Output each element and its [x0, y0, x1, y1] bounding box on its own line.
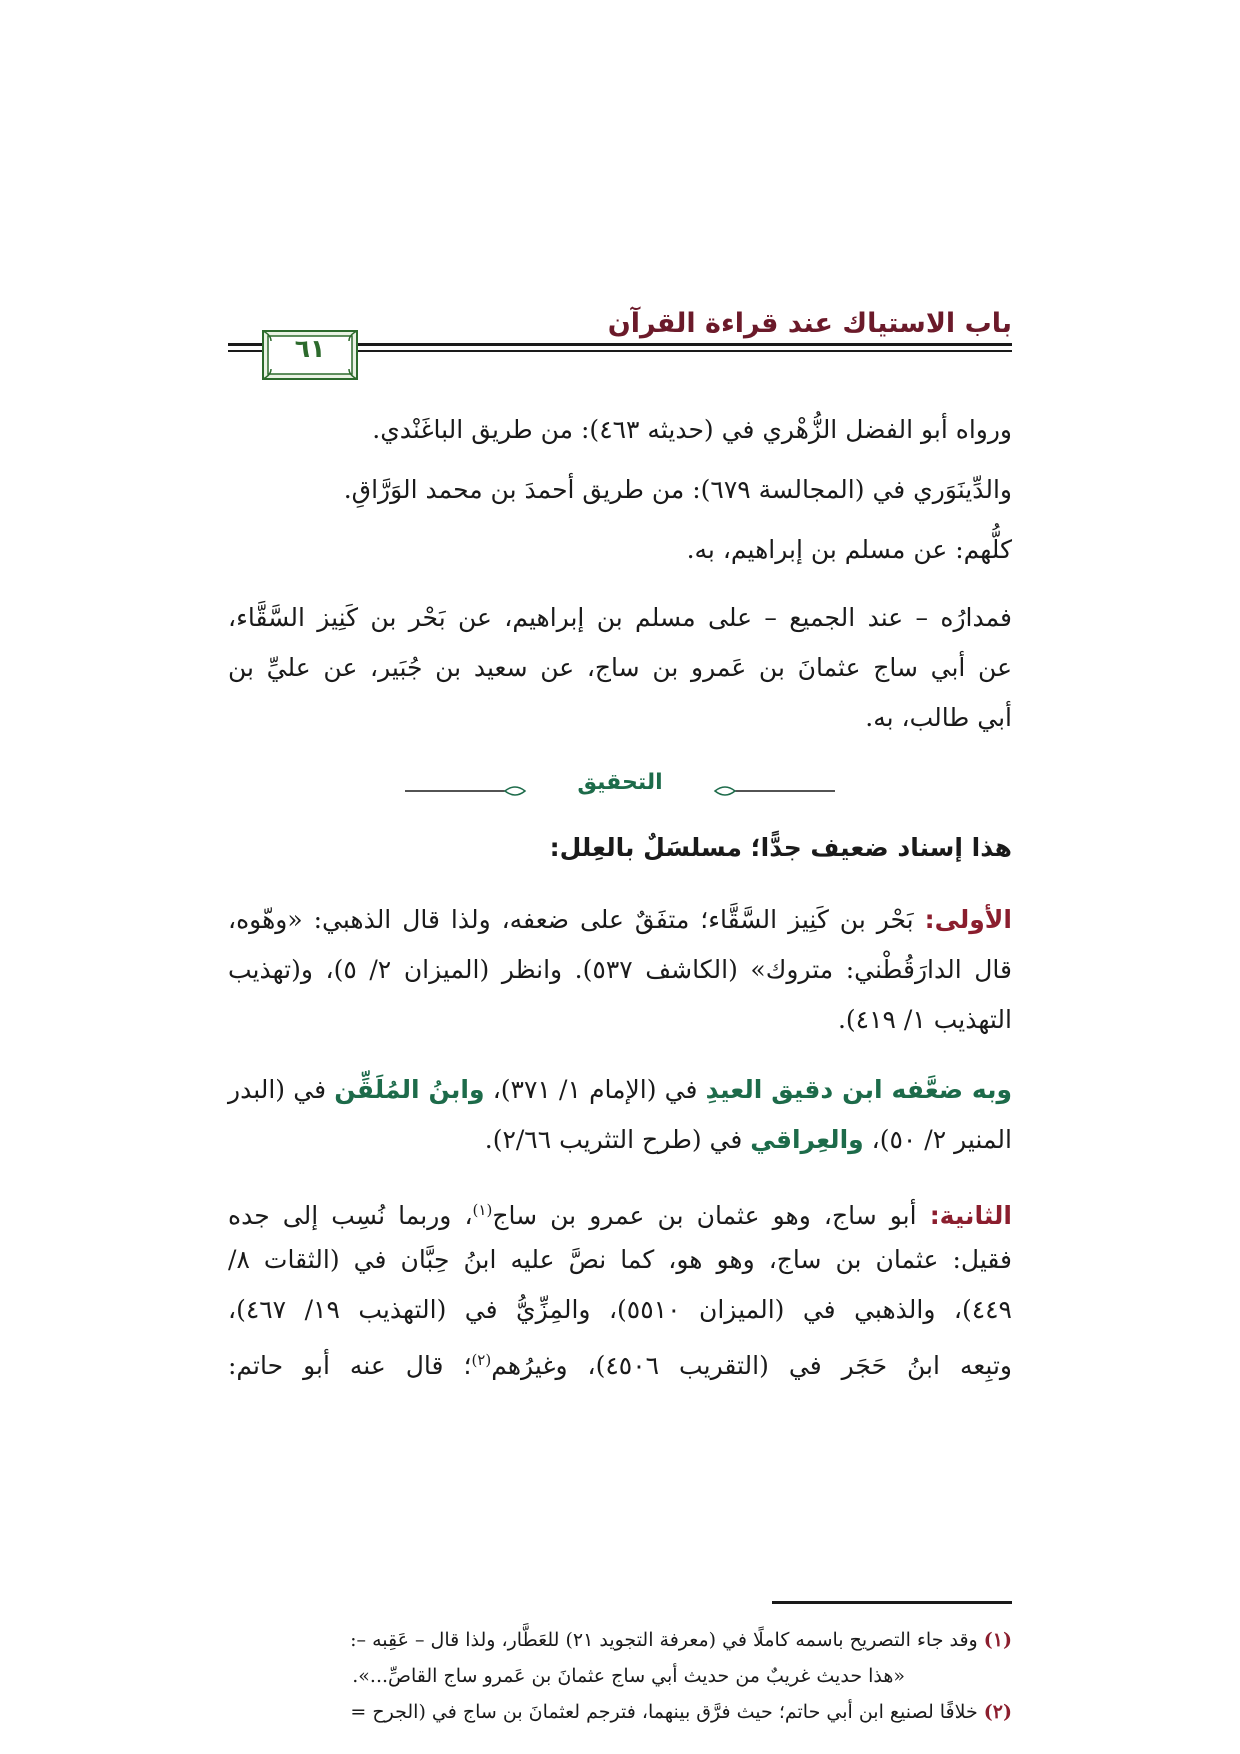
header-rule-right-thin: [358, 350, 1012, 352]
weakened-text-2: في (البدر: [228, 1075, 335, 1104]
running-header-title: باب الاستياك عند قراءة القرآن: [607, 308, 1012, 339]
footnote-1-number: (١): [983, 1629, 1012, 1651]
body-line-3: كلُّهم: عن مسلم بن إبراهيم، به.: [686, 535, 1012, 564]
issue-one-line-3: التهذيب ١/ ٤١٩).: [837, 1005, 1012, 1034]
scholar-name-2: وابنُ المُلَقِّن: [334, 1075, 485, 1104]
weakened-line-1: [228, 1070, 1012, 1110]
issue-two-text-1: أبو ساج، وهو عثمان بن عمرو بن ساج: [492, 1201, 917, 1230]
page-number: ٦١: [294, 334, 326, 363]
issue-one-text-1: بَحْر بن كَنِيز السَّقَّاء؛ متفَقٌ على ضعفه، ولذا قال الذهبي: «وهّوه،: [228, 905, 914, 934]
issue-one-label: الأولى:: [924, 905, 1012, 934]
weakened-line-2: [485, 1120, 1012, 1160]
issue-one-line-2: قال الدارَقُطْني: متروك» (الكاشف ٥٣٧). وانظر (الميزان ٢/ ٥)، و(تهذيب: [228, 955, 1012, 984]
issue-two-line-2: فقيل: عثمان بن ساج، وهو هو، كما نصَّ عليه ابنُ حِبَّان في (الثقات ٨/: [228, 1245, 1012, 1274]
issue-two-label: الثانية:: [929, 1201, 1012, 1230]
footnote-2-number: (٢): [983, 1701, 1012, 1723]
body-line-4: فمدارُه – عند الجميع – على مسلم بن إبراهيم، عن بَحْر بن كَنِيز السَّقَّاء،: [228, 603, 1012, 632]
body-line-5: عن أبي ساج عثمانَ بن عَمرو بن ساج، عن سعيد بن جُبَير، عن عليِّ بن: [228, 653, 1012, 682]
header-rule-right: [358, 343, 1012, 346]
scholar-name-3: والعِراقي: [750, 1125, 864, 1154]
footnote-ref-1[interactable]: (١): [472, 1201, 493, 1219]
weakened-text-1: في (الإمام ١/ ٣٧١)،: [484, 1075, 706, 1104]
body-line-1: ورواه أبو الفضل الزُّهْري في (حديثه ٤٦٣): من طريق الباغَنْدي.: [372, 415, 1012, 444]
footnote-ref-2[interactable]: (٢): [471, 1351, 492, 1369]
footnote-1-line-2: «هذا حديث غريبٌ من حديث أبي ساج عثمانَ بن عَمرو ساج القاصِّ...».: [352, 1665, 905, 1687]
header-rule-left: [228, 343, 262, 346]
footnote-separator: [772, 1601, 1012, 1604]
issue-two-text-4b: ؛ قال عنه أبو حاتم:: [228, 1351, 472, 1380]
footnote-2-text-1: خلافًا لصنيع ابن أبي حاتم؛ حيث فرَّق بينهما، فترجم لعثمانَ بن ساج في (الجرح =: [350, 1701, 978, 1723]
body-line-2: والدِّينَوَري في (المجالسة ٦٧٩): من طريق أحمدَ بن محمد الوَرَّاقِ.: [343, 475, 1012, 504]
issue-two-text-4: وتبِعه ابنُ حَجَر في (التقريب ٤٥٠٦)، وغيرُهم: [491, 1351, 1012, 1380]
issue-two-line-1: [228, 1190, 1012, 1236]
issue-two-text-1b: ، وربما نُسِب إلى جده: [228, 1201, 473, 1230]
body-line-6: أبي طالب، به.: [865, 703, 1012, 732]
issue-one-line-1: [228, 900, 1012, 940]
section-title: التحقيق: [577, 770, 663, 795]
issue-two-line-4: [228, 1340, 1012, 1386]
weakened-text-4: في (طرح التثريب ٢/٦٦).: [484, 1125, 751, 1154]
footnote-1-text-1: وقد جاء التصريح باسمه كاملًا في (معرفة التجويد ٢١) للعَطَّار، ولذا قال – عَقِبه –:: [350, 1629, 978, 1651]
footnote-1-line-1: [350, 1624, 1012, 1656]
weakened-text-3: المنير ٢/ ٥٠)،: [863, 1125, 1012, 1154]
section-intro: هذا إسناد ضعيف جدًّا؛ مسلسَلٌ بالعِلل:: [549, 833, 1012, 862]
footnote-2-line-1: [350, 1696, 1012, 1728]
header-rule-left-thin: [228, 350, 262, 352]
issue-two-line-3: ٤٤٩)، والذهبي في (الميزان ٥٥١٠)، والمِزِّيُّ في (التهذيب ١٩/ ٤٦٧)،: [228, 1295, 1012, 1324]
scholar-name-1: وبه ضعَّفه ابن دقيق العيدِ: [705, 1075, 1012, 1104]
